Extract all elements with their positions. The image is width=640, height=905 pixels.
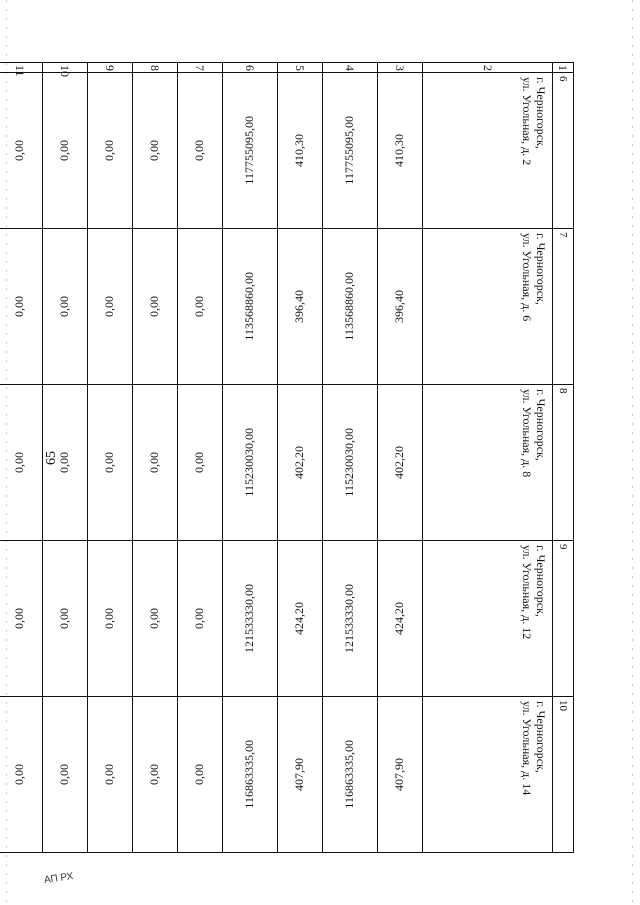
cell-value: 396,40 — [292, 290, 307, 323]
column-header: 11 — [0, 63, 43, 73]
page-number: 65 — [44, 451, 59, 465]
address-city: г. Черногорск, — [534, 701, 548, 773]
column-band — [423, 63, 553, 853]
column-band — [133, 63, 178, 853]
cell-value: 0,00 — [57, 452, 72, 473]
cell-value: 0,00 — [102, 452, 117, 473]
cell-value: 424,20 — [392, 602, 407, 635]
value-cell — [278, 385, 323, 541]
value-cell — [378, 73, 423, 229]
column-band — [378, 63, 423, 853]
archive-stamp: АП РХ — [43, 871, 75, 886]
value-cell — [43, 73, 88, 229]
cell-value: 0,00 — [192, 452, 207, 473]
address-cell — [423, 385, 553, 541]
address-street: ул. Угольная, д. 6 — [520, 233, 534, 322]
cell-value: 0,00 — [147, 296, 162, 317]
cell-value: 0,00 — [102, 764, 117, 785]
value-cell — [43, 229, 88, 385]
value-cell — [323, 229, 378, 385]
cell-value: 424,20 — [292, 602, 307, 635]
value-cell — [133, 229, 178, 385]
cell-value: 0,00 — [102, 140, 117, 161]
value-cell — [133, 541, 178, 697]
cell-value: 0,00 — [12, 140, 27, 161]
cell-value: 0,00 — [57, 608, 72, 629]
value-cell — [0, 229, 43, 385]
value-cell — [323, 541, 378, 697]
cell-value: 407,90 — [292, 758, 307, 791]
cell-value: 113568860,00 — [342, 272, 357, 341]
cell-value: 115230030,00 — [242, 428, 257, 497]
column-header: 1 — [553, 63, 574, 73]
cell-value: 0,00 — [12, 452, 27, 473]
cell-value: 0,00 — [57, 764, 72, 785]
cell-value: 410,30 — [292, 134, 307, 167]
address-street: ул. Угольная, д. 2 — [520, 77, 534, 166]
scan-edge-right — [632, 0, 633, 905]
value-cell — [323, 697, 378, 853]
column-band — [323, 63, 378, 853]
cell-value: 0,00 — [192, 140, 207, 161]
column-header: 4 — [323, 63, 378, 73]
value-cell — [43, 541, 88, 697]
address-street: ул. Угольная, д. 14 — [520, 701, 534, 796]
address-city: г. Черногорск, — [534, 545, 548, 617]
value-cell — [323, 385, 378, 541]
cell-value: 116863335,00 — [242, 740, 257, 809]
value-cell — [133, 697, 178, 853]
value-cell — [378, 229, 423, 385]
value-cell — [133, 385, 178, 541]
value-cell — [278, 229, 323, 385]
cell-value: 396,40 — [392, 290, 407, 323]
row-number: 7 — [553, 229, 574, 385]
value-cell — [223, 697, 278, 853]
value-cell — [0, 541, 43, 697]
value-cell — [43, 697, 88, 853]
cell-value: 0,00 — [147, 452, 162, 473]
column-header: 6 — [223, 63, 278, 73]
cell-value: 0,00 — [12, 764, 27, 785]
column-header: 10 — [43, 63, 88, 73]
address-cell — [423, 229, 553, 385]
column-header: 7 — [178, 63, 223, 73]
value-cell — [88, 73, 133, 229]
value-cell — [0, 385, 43, 541]
cell-value: 0,00 — [147, 140, 162, 161]
column-header: 3 — [378, 63, 423, 73]
value-cell — [223, 541, 278, 697]
cell-value: 0,00 — [192, 764, 207, 785]
value-cell — [178, 385, 223, 541]
value-cell — [88, 541, 133, 697]
cell-value: 117755095,00 — [342, 116, 357, 185]
value-cell — [223, 229, 278, 385]
value-cell — [88, 385, 133, 541]
value-cell — [0, 697, 43, 853]
value-cell — [378, 541, 423, 697]
row-number-band — [553, 63, 574, 853]
value-cell — [378, 697, 423, 853]
data-table — [0, 62, 574, 853]
cell-value: 402,20 — [292, 446, 307, 479]
column-header: 5 — [278, 63, 323, 73]
value-cell — [88, 697, 133, 853]
column-header: 8 — [133, 63, 178, 73]
cell-value: 0,00 — [57, 296, 72, 317]
row-number: 10 — [553, 697, 574, 853]
cell-value: 113568860,00 — [242, 272, 257, 341]
cell-value: 402,20 — [392, 446, 407, 479]
value-cell — [178, 229, 223, 385]
value-cell — [178, 697, 223, 853]
value-cell — [278, 541, 323, 697]
address-city: г. Черногорск, — [534, 389, 548, 461]
column-band — [178, 63, 223, 853]
address-cell — [423, 541, 553, 697]
cell-value: 0,00 — [12, 296, 27, 317]
column-header: 2 — [423, 63, 553, 73]
cell-value: 117755095,00 — [242, 116, 257, 185]
value-cell — [223, 73, 278, 229]
row-number: 9 — [553, 541, 574, 697]
address-cell — [423, 697, 553, 853]
cell-value: 115230030,00 — [342, 428, 357, 497]
column-band — [223, 63, 278, 853]
cell-value: 0,00 — [12, 608, 27, 629]
column-header: 9 — [88, 63, 133, 73]
cell-value: 121533330,00 — [342, 584, 357, 653]
value-cell — [378, 385, 423, 541]
cell-value: 0,00 — [147, 764, 162, 785]
cell-value: 0,00 — [102, 608, 117, 629]
value-cell — [178, 541, 223, 697]
address-street: ул. Угольная, д. 12 — [520, 545, 534, 640]
cell-value: 0,00 — [147, 608, 162, 629]
value-cell — [88, 229, 133, 385]
column-band — [0, 63, 43, 853]
column-band — [43, 63, 88, 853]
cell-value: 121533330,00 — [242, 584, 257, 653]
cell-value: 0,00 — [102, 296, 117, 317]
row-number: 8 — [553, 385, 574, 541]
cell-value: 0,00 — [192, 608, 207, 629]
address-city: г. Черногорск, — [534, 233, 548, 305]
value-cell — [178, 73, 223, 229]
value-cell — [223, 385, 278, 541]
column-band — [278, 63, 323, 853]
value-cell — [278, 697, 323, 853]
address-cell — [423, 73, 553, 229]
value-cell — [278, 73, 323, 229]
cell-value: 407,90 — [392, 758, 407, 791]
value-cell — [133, 73, 178, 229]
address-city: г. Черногорск, — [534, 77, 548, 149]
cell-value: 410,30 — [392, 134, 407, 167]
row-number: 6 — [553, 73, 574, 229]
value-cell — [323, 73, 378, 229]
column-band — [88, 63, 133, 853]
value-cell — [0, 73, 43, 229]
address-street: ул. Угольная, д. 8 — [520, 389, 534, 478]
cell-value: 116863335,00 — [342, 740, 357, 809]
cell-value: 0,00 — [192, 296, 207, 317]
value-cell — [43, 385, 88, 541]
cell-value: 0,00 — [57, 140, 72, 161]
